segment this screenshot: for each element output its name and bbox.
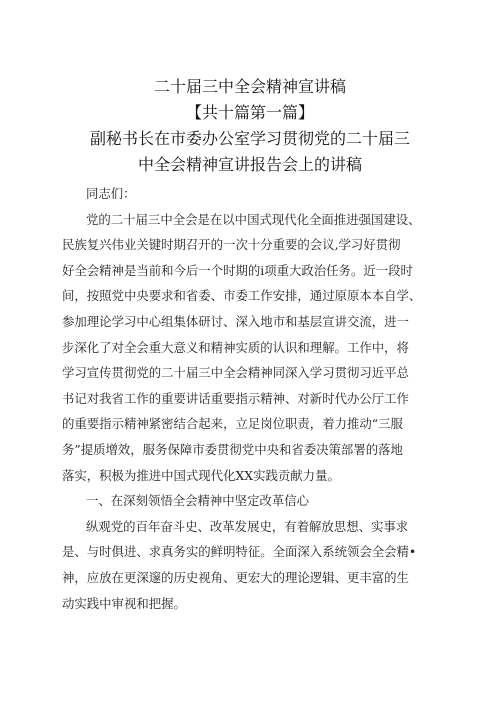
- paragraph-line: 好全会精神是当前和今后一个时期的i项重大政治任务。近一段时: [62, 262, 413, 278]
- paragraph-line: 学习宣传贯彻党的二十届三中全会精神同深入学习贯彻习近平总: [62, 365, 409, 381]
- title-line: 二十届三中全会精神宣讲稿: [153, 77, 346, 96]
- paragraph-line: 纵观党的百年奋斗史、改革发展史，有着解放思想、实事求: [86, 518, 409, 534]
- paragraph-line: 务”提质增效，服务保障市委贯彻党中央和省委决策部署的落地: [62, 441, 403, 457]
- paragraph-line: 落实，积极为推进中国式现代化XX实践贡献力量。: [62, 467, 340, 483]
- paragraph-line: 间，按照党中央要求和省委、市委工作安排，通过原原本本自学、: [62, 288, 422, 304]
- document-body: [62, 181, 442, 616]
- paragraph-line: 的重要指示精神紧密结合起来，立足岗位职责，着力推动“三服: [62, 416, 403, 432]
- subtitle-line: 副秘书长在市委办公室学习贯彻党的二十届三: [89, 129, 410, 148]
- paragraph-line: 神，应放在更深邃的历史视角、更宏大的理论逻辑、更丰富的生: [62, 569, 409, 585]
- paragraph-line: 党的二十届三中全会是在以中国式现代化全面推进强国建设、: [86, 211, 421, 227]
- paragraph-line: 步深化了对全会重大意义和精神实质的认识和理解。工作中，将: [62, 339, 409, 355]
- subtitle-line: 中全会精神宣讲报告会上的讲稿: [137, 155, 362, 174]
- paragraph-line: 是、与时俱进、求真务实的鲜明特征。全面深入系统领会全会精•: [62, 544, 417, 560]
- paragraph-line: 民族复兴伟业关键时期召开的一次十分重要的会议,学习好贯彻: [62, 237, 401, 253]
- paragraph-line: 动实践中审视和把握。: [62, 595, 186, 611]
- salutation: 同志们：: [86, 186, 136, 201]
- document-title: [0, 74, 500, 178]
- section-heading: 一、在深刻领悟全会精神中坚定改革信心: [86, 493, 310, 509]
- paragraph-line: 参加理论学习中心组集体研讨、深入地市和基层宣讲交流，进一: [62, 313, 409, 329]
- series-label: 【共十篇第一篇】: [185, 103, 314, 122]
- paragraph-line: 书记对我省工作的重要讲话重要指示精神、对新时代办公厅工作: [62, 390, 409, 406]
